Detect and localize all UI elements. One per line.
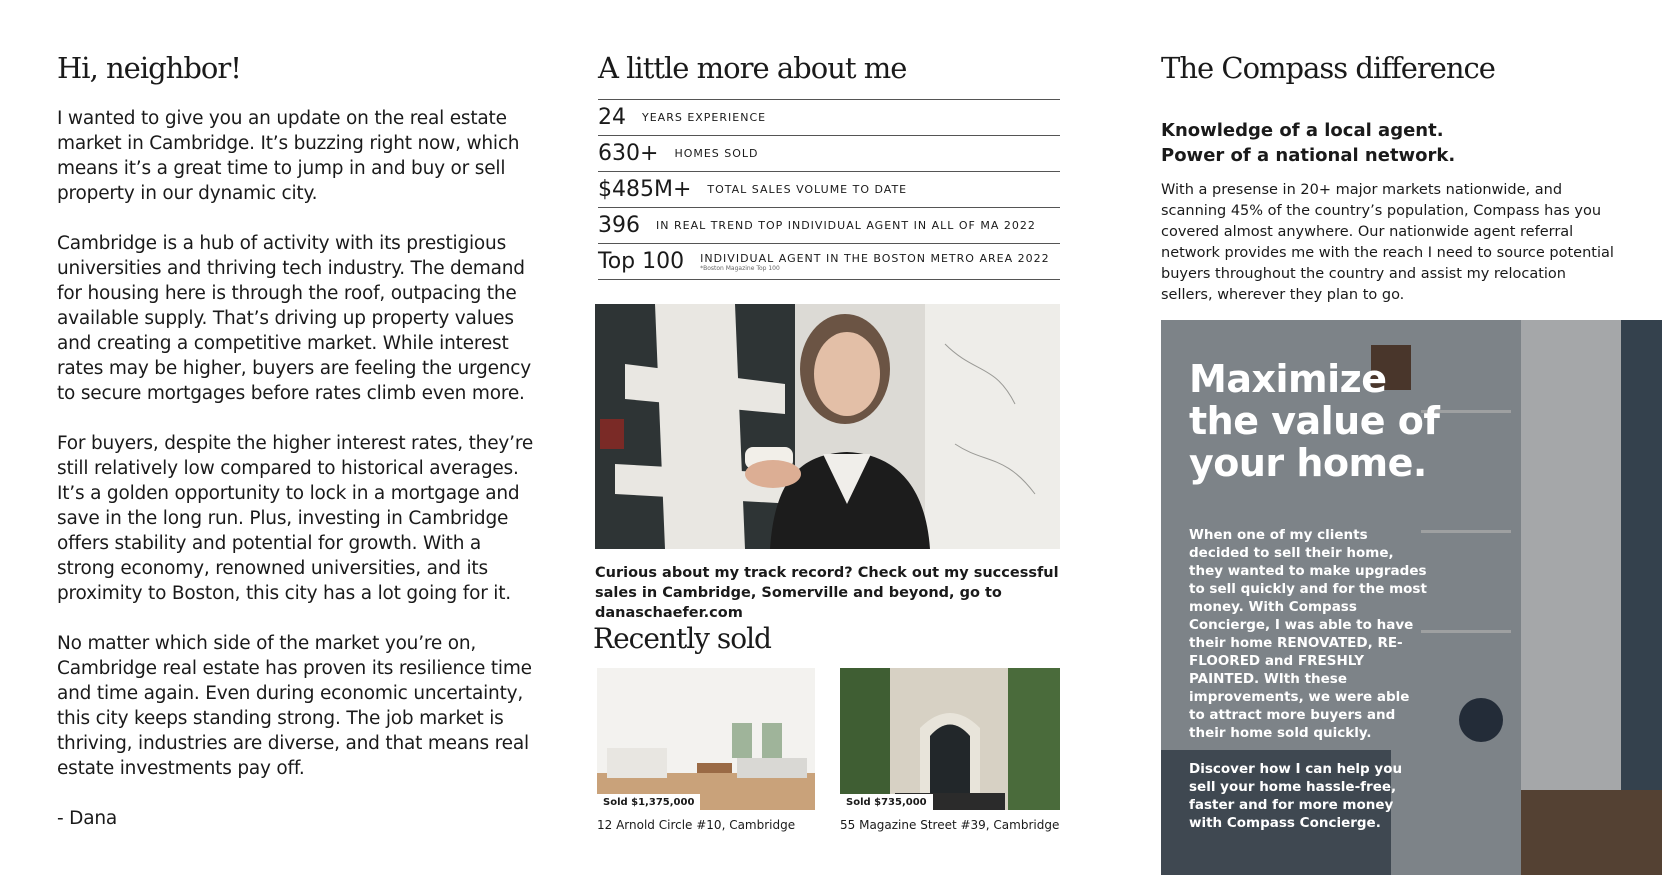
stat-value: 24: [598, 105, 626, 130]
recently-sold-heading: Recently sold: [593, 622, 771, 655]
promo-title: [1189, 358, 1439, 484]
promo-title-line: your home.: [1189, 441, 1427, 485]
promo-title-line: the value of: [1189, 399, 1440, 443]
promo-text: [1189, 526, 1429, 850]
stat-label: [700, 252, 1049, 272]
stat-footnote: *Boston Magazine Top 100: [700, 264, 780, 272]
agent-photo: [595, 304, 1060, 549]
tagline-line: Knowledge of a local agent.: [1161, 120, 1444, 141]
sold-price-tag: Sold $735,000: [840, 794, 933, 810]
compass-body: With a presense in 20+ major markets nationwide, and scanning 45% of the country’s population, Compass has you covered almost anywhere. Our nationwide agent referral network provides me with the reach I need to source potential buyers throughout the country and assist my relocation sellers, wherever they plan to go.: [1161, 182, 1614, 303]
track-record-caption: Curious about my track record? Check out my successful sales in Cambridge, Somerville and beyond, go to danaschaefer.com: [595, 565, 1059, 621]
stat-label: TOTAL SALES VOLUME TO DATE: [707, 183, 908, 196]
about-column: [593, 48, 1060, 832]
stat-label: HOMES SOLD: [674, 147, 759, 160]
intro-paragraph: No matter which side of the market you’re on, Cambridge real estate has proven its resilience time and time again. Even during economic uncertainty, this city keeps standing strong. The job market is thriving, industries are diverse, and that means real estate investments pay off.: [57, 633, 532, 779]
signoff: - Dana: [57, 808, 117, 829]
compass-tagline: [1161, 118, 1662, 168]
stat-value: Top 100: [598, 249, 685, 274]
building-entrance-photo: [840, 668, 1060, 810]
intro-paragraph: For buyers, despite the higher interest rates, they’re still relatively low compared to historical averages. It’s a golden opportunity to lock in a mortgage and save in the long run. Plus, investing in Cambridge offers stability and potential for growth. With a strong economy, renowned universities, and its proximity to Boston, this city has a lot going for it.: [57, 433, 533, 604]
stat-row: [598, 208, 1060, 244]
promo-paragraph: Discover how I can help you sell your home hassle-free, faster and for more money with Compass Concierge.: [1189, 761, 1403, 831]
stat-row: [598, 100, 1060, 136]
stats-list: [598, 99, 1060, 280]
listing-photo: [840, 668, 1060, 810]
listing-photo: [597, 668, 815, 810]
stat-row: [598, 172, 1060, 208]
stat-label: YEARS EXPERIENCE: [642, 111, 767, 124]
stat-label: IN REAL TREND TOP INDIVIDUAL AGENT IN ALL OF MA 2022: [656, 219, 1036, 232]
promo-paragraph: When one of my clients decided to sell their home, they wanted to make upgrades to sell quickly and for the most money. With Compass Concierge, I was able to have their home RENOVATED, RE-FLOORED and FRESHLY PAINTED. WIth these improvements, we were able to attract more buyers and their home sold quickly.: [1189, 527, 1427, 741]
stat-value: 396: [598, 213, 640, 238]
listing-address: 12 Arnold Circle #10, Cambridge: [597, 818, 796, 832]
sold-price-tag: Sold $1,375,000: [597, 794, 700, 810]
kitchen-photo: [597, 668, 815, 810]
compass-column: [1161, 48, 1662, 831]
stat-row: [598, 244, 1060, 280]
intro-body: [57, 106, 537, 831]
tagline-line: Power of a national network.: [1161, 145, 1456, 166]
intro-paragraph: Cambridge is a hub of activity with its prestigious universities and thriving tech industry. The demand for housing here is through the roof, outpacing the available supply. That’s driving up property values and creating a competitive market. While interest rates may be higher, buyers are feeling the urgency to secure mortgages before rates climb even more.: [57, 233, 532, 404]
intro-heading: Hi, neighbor!: [57, 51, 241, 85]
stat-value: 630+: [598, 141, 659, 166]
concierge-promo: [1161, 320, 1662, 875]
intro-column: [57, 48, 537, 856]
compass-heading: The Compass difference: [1161, 51, 1495, 85]
stat-row: [598, 136, 1060, 172]
listing-address: 55 Magazine Street #39, Cambridge: [840, 818, 1060, 832]
promo-title-line: Maximize: [1189, 357, 1387, 401]
stat-label-text: INDIVIDUAL AGENT IN THE BOSTON METRO AREA 2022: [700, 251, 1050, 265]
about-heading: A little more about me: [598, 51, 907, 85]
intro-paragraph: I wanted to give you an update on the real estate market in Cambridge. It’s buzzing right now, which means it’s a great time to jump in and buy or sell property in our dynamic city.: [57, 108, 520, 204]
agent-photo-illustration: [595, 304, 1060, 549]
stat-value: $485M+: [598, 177, 692, 202]
